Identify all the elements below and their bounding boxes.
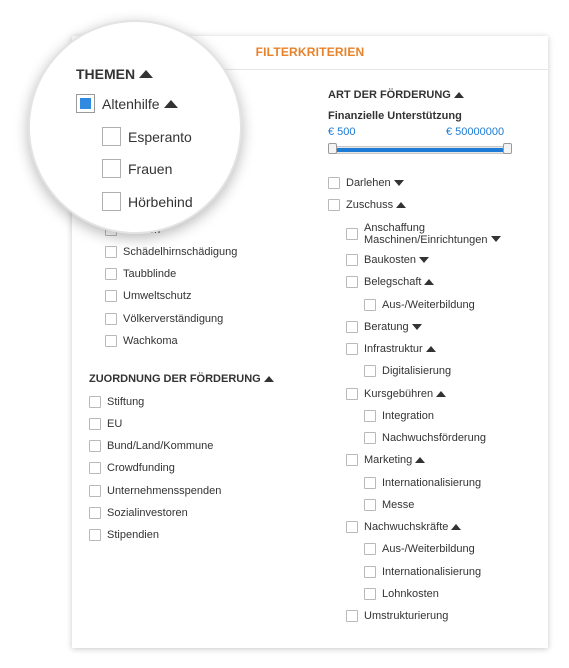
- themen-item-frauen[interactable]: Frauen: [102, 159, 172, 178]
- art-item-anschaffung[interactable]: [346, 222, 501, 246]
- art-item-lohnkosten[interactable]: Lohnkosten: [364, 586, 439, 602]
- checkbox[interactable]: [364, 365, 376, 377]
- checkbox[interactable]: [364, 477, 376, 489]
- checkbox[interactable]: [346, 276, 358, 288]
- range-slider-fill: [333, 148, 507, 152]
- art-item-marketing[interactable]: Marketing: [346, 452, 425, 468]
- checkbox[interactable]: [105, 290, 117, 302]
- range-min-value: € 500: [328, 126, 356, 138]
- checkbox[interactable]: [346, 254, 358, 266]
- zuordnung-item-sozialinvestoren[interactable]: Sozialinvestoren: [89, 505, 188, 521]
- anschaffung-line1: Anschaffung: [364, 222, 425, 234]
- art-item-digitalisierung[interactable]: Digitalisierung: [364, 363, 451, 379]
- collapse-arrow-up-icon[interactable]: [396, 202, 406, 208]
- themen-item-hoerbehind[interactable]: Hörbehind: [102, 192, 193, 211]
- themen-item-umweltschutz[interactable]: Umweltschutz: [105, 288, 191, 304]
- art-item-belegschaft[interactable]: Belegschaft: [346, 274, 434, 290]
- art-item-marketing-internationalisierung[interactable]: Internationalisierung: [364, 475, 481, 491]
- range-slider-track[interactable]: [330, 146, 510, 154]
- checkbox[interactable]: [364, 410, 376, 422]
- checkbox[interactable]: [89, 462, 101, 474]
- checkbox[interactable]: [364, 499, 376, 511]
- checkbox[interactable]: [346, 454, 358, 466]
- checkbox[interactable]: [364, 299, 376, 311]
- art-item-nachwuchskraefte[interactable]: Nachwuchskräfte: [346, 519, 461, 535]
- expand-arrow-down-icon[interactable]: [491, 236, 501, 242]
- checkbox-checked[interactable]: [76, 94, 95, 113]
- expand-arrow-down-icon[interactable]: [419, 257, 429, 263]
- checkbox[interactable]: [89, 507, 101, 519]
- art-item-infrastruktur[interactable]: Infrastruktur: [346, 341, 436, 357]
- checkbox[interactable]: [105, 246, 117, 258]
- zuordnung-item-eu[interactable]: EU: [89, 416, 122, 432]
- themen-item-wachkoma[interactable]: Wachkoma: [105, 333, 178, 349]
- art-item-beratung[interactable]: Beratung: [346, 319, 422, 335]
- art-item-nachwuchsfoerderung[interactable]: Nachwuchsförderung: [364, 430, 486, 446]
- checkbox[interactable]: [364, 432, 376, 444]
- checkbox[interactable]: [346, 388, 358, 400]
- range-slider-min-handle[interactable]: [328, 143, 337, 154]
- checkbox[interactable]: [89, 418, 101, 430]
- checkbox[interactable]: [346, 228, 358, 240]
- range-slider-max-handle[interactable]: [503, 143, 512, 154]
- checkbox[interactable]: [102, 192, 121, 211]
- art-item-umstrukturierung[interactable]: Umstrukturierung: [346, 608, 448, 624]
- checkbox[interactable]: [89, 485, 101, 497]
- checkbox[interactable]: [346, 343, 358, 355]
- zuordnung-item-stiftung[interactable]: Stiftung: [89, 394, 144, 410]
- checkbox[interactable]: [102, 159, 121, 178]
- checkbox[interactable]: [89, 529, 101, 541]
- collapse-arrow-up-icon[interactable]: [415, 457, 425, 463]
- checkbox[interactable]: [364, 566, 376, 578]
- checkbox[interactable]: [105, 335, 117, 347]
- magnifier-content: [30, 22, 240, 232]
- expand-arrow-down-icon[interactable]: [394, 180, 404, 186]
- magnifier-lens: [28, 20, 242, 234]
- art-item-zuschuss[interactable]: Zuschuss: [328, 197, 406, 213]
- themen-item-altenhilfe[interactable]: Altenhilfe: [76, 94, 178, 113]
- themen-item-schaedelhirnschaedigung[interactable]: Schädelhirnschädigung: [105, 244, 237, 260]
- checkbox[interactable]: [89, 396, 101, 408]
- checkbox[interactable]: [102, 127, 121, 146]
- collapse-arrow-up-icon[interactable]: [436, 391, 446, 397]
- checkbox[interactable]: [105, 313, 117, 325]
- art-item-nachwuchs-aus-weiterbildung[interactable]: Aus-/Weiterbildung: [364, 541, 475, 557]
- art-item-messe[interactable]: Messe: [364, 497, 414, 513]
- collapse-arrow-up-icon[interactable]: [139, 70, 153, 78]
- checkbox[interactable]: [328, 199, 340, 211]
- panel-title: FILTERKRITERIEN: [255, 45, 365, 59]
- art-item-belegschaft-aus-weiterbildung[interactable]: Aus-/Weiterbildung: [364, 297, 475, 313]
- themen-item-esperanto[interactable]: Esperanto: [102, 127, 192, 146]
- collapse-arrow-up-icon[interactable]: [264, 376, 274, 382]
- themen-item-taubblinde[interactable]: Taubblinde: [105, 266, 176, 282]
- collapse-arrow-up-icon[interactable]: [424, 279, 434, 285]
- anschaffung-line2: Maschinen/Einrichtungen: [364, 234, 488, 246]
- art-item-baukosten[interactable]: Baukosten: [346, 252, 429, 268]
- checkbox[interactable]: [364, 543, 376, 555]
- zuordnung-item-stipendien[interactable]: Stipendien: [89, 527, 159, 543]
- collapse-arrow-up-icon[interactable]: [454, 92, 464, 98]
- checkbox[interactable]: [364, 588, 376, 600]
- checkbox[interactable]: [346, 321, 358, 333]
- art-item-integration[interactable]: Integration: [364, 408, 434, 424]
- checkbox[interactable]: [105, 268, 117, 280]
- expand-arrow-down-icon[interactable]: [412, 324, 422, 330]
- zuordnung-item-bund[interactable]: Bund/Land/Kommune: [89, 438, 213, 454]
- zuordnung-item-unternehmensspenden[interactable]: Unternehmensspenden: [89, 483, 221, 499]
- checkbox[interactable]: [346, 610, 358, 622]
- collapse-arrow-up-icon[interactable]: [451, 524, 461, 530]
- range-max-value: € 50000000: [446, 126, 505, 138]
- art-item-darlehen[interactable]: Darlehen: [328, 175, 404, 191]
- zuordnung-item-crowdfunding[interactable]: Crowdfunding: [89, 460, 175, 476]
- funding-label: Finanzielle Unterstützung: [328, 110, 462, 122]
- themen-header[interactable]: THEMEN: [76, 66, 153, 82]
- checkbox[interactable]: [328, 177, 340, 189]
- checkbox[interactable]: [346, 521, 358, 533]
- collapse-arrow-up-icon[interactable]: [426, 346, 436, 352]
- zuordnung-header[interactable]: ZUORDNUNG DER FÖRDERUNG: [89, 373, 274, 385]
- checkbox[interactable]: [89, 440, 101, 452]
- themen-item-voelkerverstaendigung[interactable]: Völkerverständigung: [105, 311, 223, 327]
- art-item-kursgebuehren[interactable]: Kursgebühren: [346, 386, 446, 402]
- collapse-arrow-up-icon[interactable]: [164, 100, 178, 108]
- art-item-nachwuchs-internationalisierung[interactable]: Internationalisierung: [364, 564, 481, 580]
- art-header[interactable]: ART DER FÖRDERUNG: [328, 89, 464, 101]
